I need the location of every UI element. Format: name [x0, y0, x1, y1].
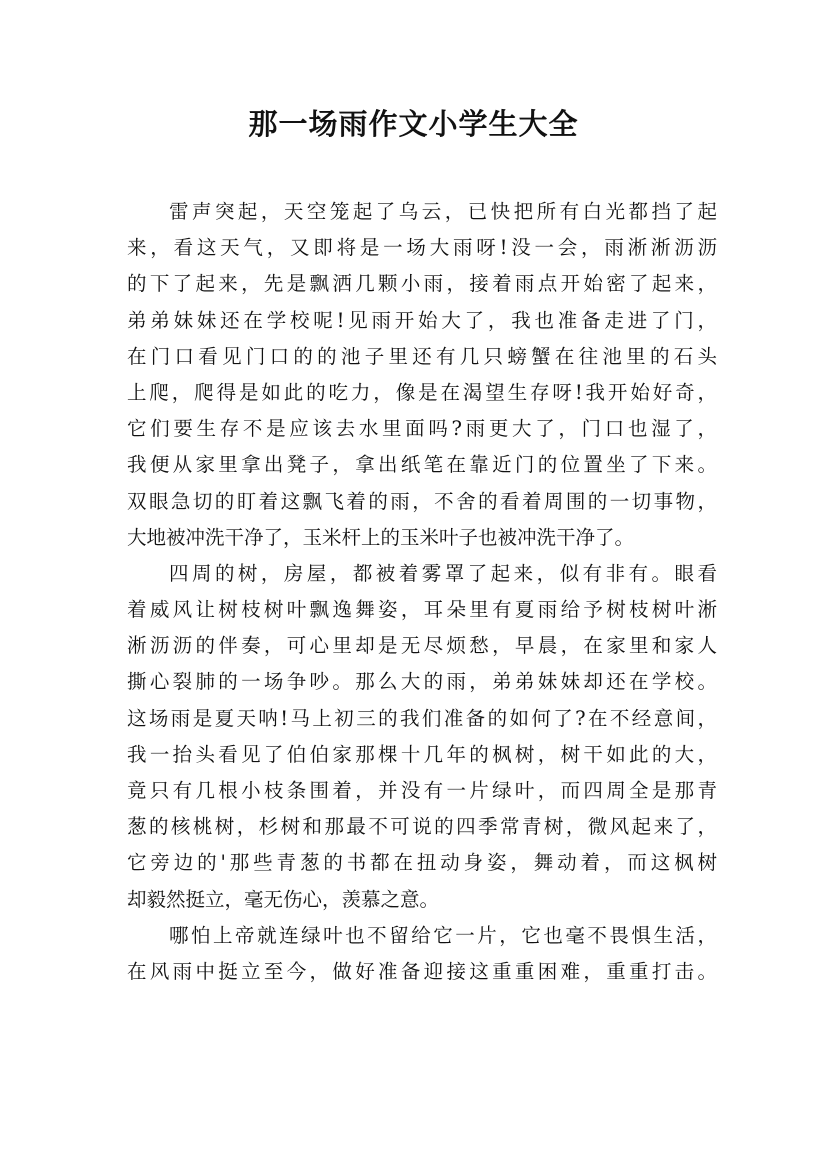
paragraph-line: 大地被冲洗干净了，玉米杆上的玉米叶子也被冲洗干净了。: [127, 525, 635, 549]
paragraph-line: 雷声突起，天空笼起了乌云，已快把所有白光都挡了起: [169, 200, 717, 223]
paragraph-line: 我便从家里拿出凳子，拿出纸笔在靠近门的位置坐了下来。: [127, 453, 717, 477]
document-title: 那一场雨作文小学生大全: [248, 107, 579, 141]
paragraph-line: 葱的核桃树，杉树和那最不可说的四季常青树，微风起来了，: [127, 815, 717, 839]
paragraph-line: 我一抬头看见了伯伯家那棵十几年的枫树，树干如此的大，: [127, 742, 717, 766]
paragraph-line: 四周的树，房屋，都被着雾罩了起来，似有非有。眼看: [169, 561, 717, 585]
paragraph-line: 着威风让树枝树叶飘逸舞姿，耳朵里有夏雨给予树枝树叶淅: [127, 598, 717, 622]
paragraph-line: 它们要生存不是应该去水里面吗?雨更大了，门口也湿了，: [127, 417, 717, 441]
paragraph-line: 哪怕上帝就连绿叶也不留给它一片，它也毫不畏惧生活，: [169, 923, 717, 947]
paragraph-line: 弟弟妹妹还在学校呢!见雨开始大了，我也准备走进了门，: [127, 308, 717, 332]
paragraph-line: 双眼急切的盯着这飘飞着的雨，不舍的看着周围的一切事物，: [127, 489, 717, 513]
paragraph-line: 撕心裂肺的一场争吵。那么大的雨，弟弟妹妹却还在学校。: [127, 670, 717, 694]
paragraph-line: 它旁边的'那些青葱的书都在扭动身姿，舞动着，而这枫树: [127, 851, 717, 875]
paragraph-line: 这场雨是夏天呐!马上初三的我们准备的如何了?在不经意间，: [127, 706, 717, 730]
paragraph-line: 来，看这天气，又即将是一场大雨呀!没一会，雨淅淅沥沥: [127, 236, 717, 260]
document-body: [127, 194, 717, 990]
paragraph-line: 却毅然挺立，毫无伤心，羡慕之意。: [127, 887, 440, 911]
paragraph-line: 的下了起来，先是飘洒几颗小雨，接着雨点开始密了起来，: [127, 272, 717, 296]
paragraph-line: 在门口看见门口的的池子里还有几只螃蟹在往池里的石头: [127, 344, 717, 368]
paragraph-line: 竟只有几根小枝条围着，并没有一片绿叶，而四周全是那青: [127, 779, 717, 802]
paragraph-line: 在风雨中挺立至今，做好准备迎接这重重困难，重重打击。: [127, 959, 717, 983]
paragraph-line: 上爬，爬得是如此的吃力，像是在渴望生存呀!我开始好奇，: [127, 380, 717, 404]
paragraph-line: 淅沥沥的伴奏，可心里却是无尽烦愁，早晨，在家里和家人: [127, 634, 717, 658]
